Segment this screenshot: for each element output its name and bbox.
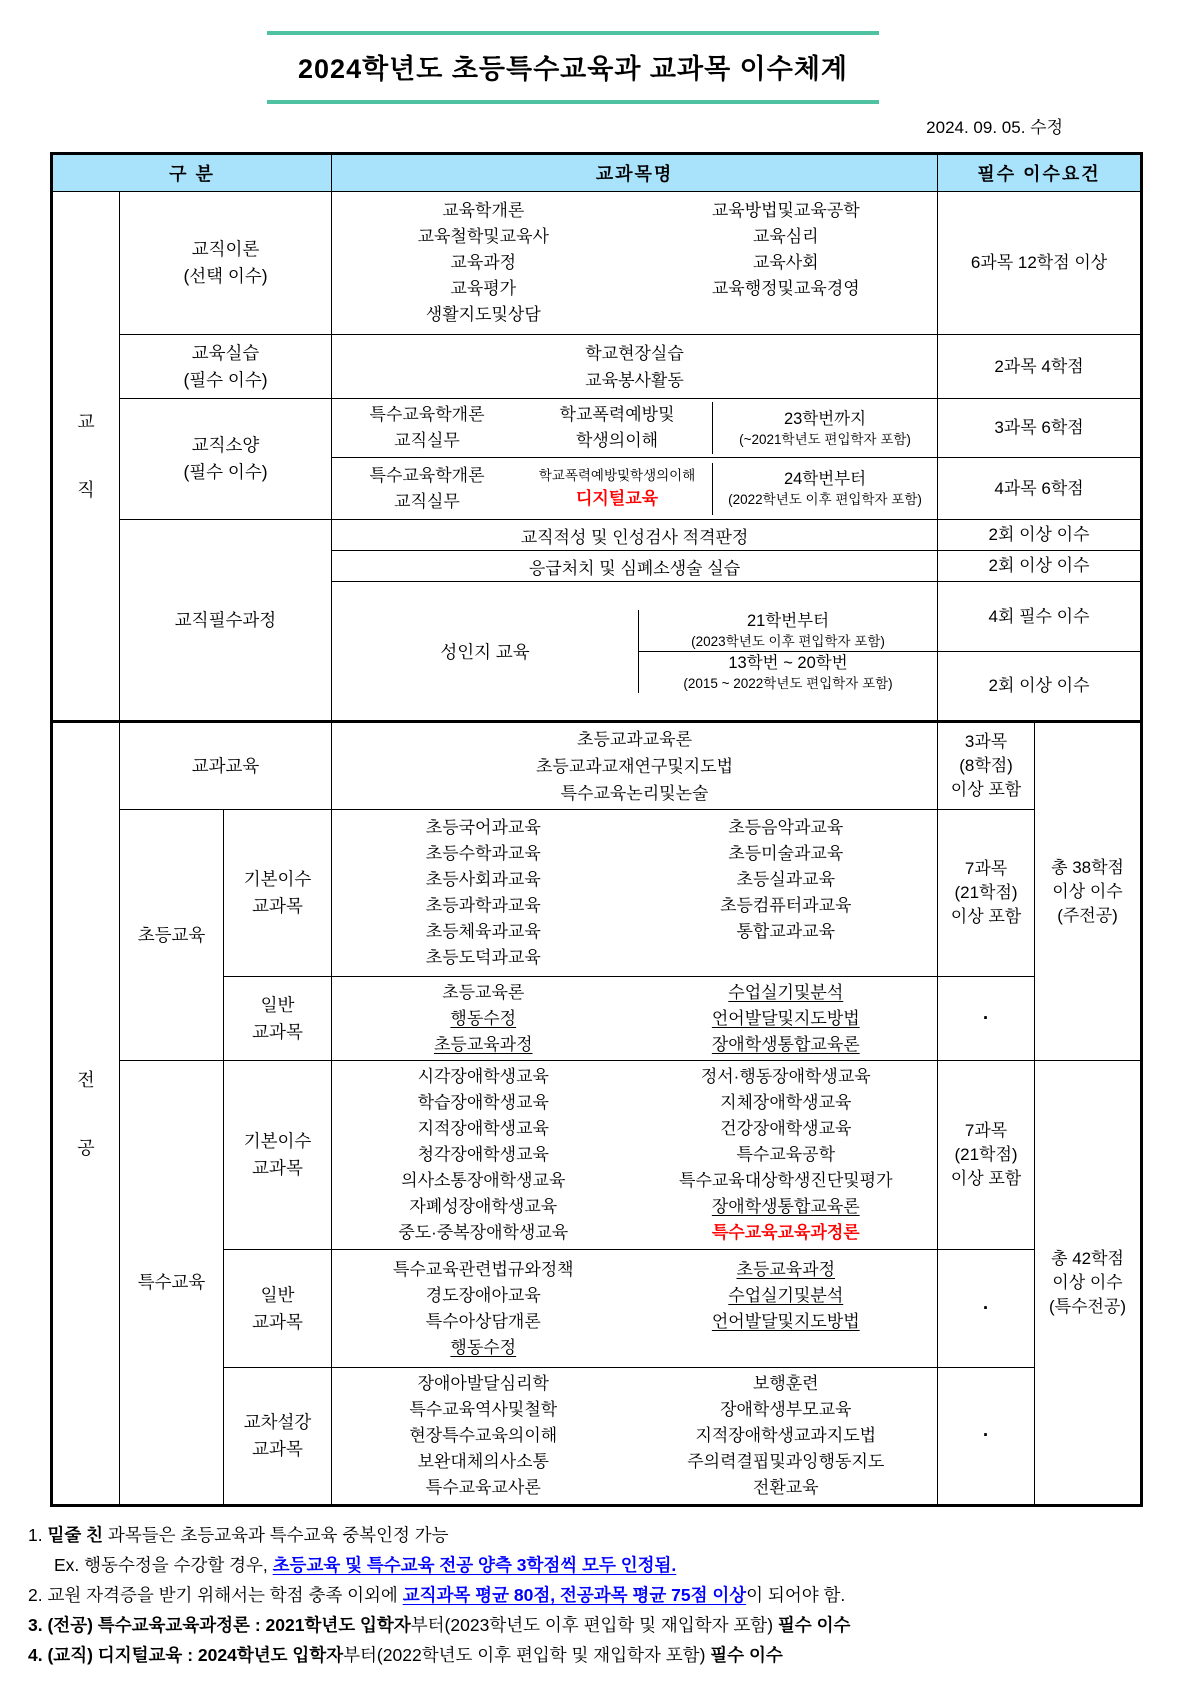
category-required-course: 교직필수과정 — [120, 520, 332, 722]
course-item: 초등수학과교육 — [425, 844, 541, 863]
course-item: 학교폭력예방및학생의이해 — [538, 467, 696, 483]
footnote-text: : — [249, 1615, 266, 1635]
course-item: 특수교육교육과정론 — [711, 1223, 860, 1242]
section-label-gyojik — [52, 192, 120, 722]
row-elementary-basic — [52, 810, 1142, 977]
footnote-4 — [28, 1640, 1190, 1670]
requirement-soyang-1: 3과목 6학점 — [938, 399, 1142, 458]
course-column-right — [635, 1257, 938, 1335]
course-item: 장애학생부모교육 — [720, 1400, 852, 1419]
footnote-bold: (교직) 디지털교육 — [47, 1645, 183, 1665]
courses-soyang-2 — [332, 458, 938, 520]
course-item: 학교현장실습 — [585, 343, 684, 363]
course-item: 초등사회과교육 — [425, 870, 541, 889]
section-label-jeongong — [52, 722, 120, 1506]
category-basic-courses — [224, 810, 332, 977]
course-item: 수업실기및분석 — [728, 982, 844, 1002]
course-item: 특수교육교사론 — [425, 1478, 541, 1497]
course-column-left — [332, 980, 635, 1058]
course-item: 행동수정 — [450, 1008, 517, 1028]
course-item: 교육철학및교육사 — [417, 227, 549, 246]
course-item: (21학점) — [954, 883, 1018, 902]
courses-practicum — [332, 335, 938, 399]
footnote-3 — [28, 1610, 1190, 1640]
section-label-char: 교 — [77, 412, 95, 432]
course-item: 이상 포함 — [950, 780, 1022, 799]
course-item: 생활지도및상담 — [425, 305, 541, 324]
requirement-cross-listed: · — [938, 1368, 1035, 1506]
course-item: 특수교육학개론 — [369, 405, 485, 424]
course-item: 언어발달및지도방법 — [711, 1008, 860, 1028]
course-item: 장애학생통합교육론 — [711, 1034, 860, 1054]
course-column-right — [635, 980, 938, 1058]
course-item: 교직실무 — [394, 491, 460, 511]
cohort-from-24 — [712, 463, 937, 515]
courses-cpr: 응급처치 및 심폐소생술 실습 — [332, 551, 938, 582]
title-block — [267, 31, 879, 104]
courses-special-basic — [332, 1061, 938, 1250]
cohort-subline: (~2021학년도 편입학자 포함) — [739, 431, 911, 447]
course-item: 특수아상담개론 — [425, 1311, 541, 1331]
courses-aptitude: 교직적성 및 인성검사 적격판정 — [332, 520, 938, 551]
course-item: 이상 포함 — [950, 907, 1022, 926]
category-cross-listed-courses — [224, 1368, 332, 1506]
course-item: 교육행정및교육경영 — [711, 279, 860, 298]
course-item: 교육봉사활동 — [585, 370, 684, 390]
header-course-name: 교과목명 — [332, 154, 938, 192]
course-item: 초등체육과교육 — [425, 922, 541, 941]
requirement-theory: 6과목 12학점 이상 — [938, 192, 1142, 335]
requirement-elementary-general: · — [938, 977, 1035, 1061]
courses-subject-education — [332, 722, 938, 810]
category-sublabel: 교과목 — [252, 1158, 303, 1178]
row-practicum — [52, 335, 1142, 399]
course-item: 초등미술과교육 — [728, 844, 844, 863]
course-item: 초등교육과정 — [433, 1034, 533, 1054]
category-basic-courses — [224, 1061, 332, 1250]
course-column-left — [332, 198, 635, 328]
course-item: 초등음악과교육 — [728, 818, 844, 837]
footnote-2 — [28, 1580, 1190, 1610]
course-column-right — [635, 1371, 938, 1501]
requirement-cpr: 2회 이상 이수 — [938, 551, 1142, 582]
footnote-1 — [28, 1520, 1190, 1550]
course-item: 초등과학과교육 — [425, 896, 541, 915]
cohort-subline: (2022학년도 이후 편입학자 포함) — [728, 492, 922, 507]
footnote-bold: 필수 이수 — [710, 1645, 783, 1665]
header-requirement: 필수 이수요건 — [938, 154, 1142, 192]
course-column-left — [332, 1257, 635, 1361]
course-item: 총 42학점 — [1051, 1248, 1124, 1268]
course-column-left — [332, 815, 635, 971]
course-item: (21학점) — [954, 1145, 1018, 1164]
course-center-list — [332, 726, 937, 807]
course-item: 초등실과교육 — [736, 870, 836, 889]
row-special-basic — [52, 1061, 1142, 1250]
course-item: 통합교과교육 — [736, 922, 836, 941]
footnote-text: 과목들은 초등교육과 특수교육 중복인정 가능 — [103, 1525, 449, 1545]
course-item: 보완대체의사소통 — [417, 1452, 549, 1471]
course-item: 교육사회 — [752, 253, 819, 272]
course-item: 초등교육론 — [442, 982, 525, 1002]
course-item: 교육심리 — [752, 227, 819, 246]
footnote-text: : — [182, 1645, 198, 1665]
course-item: 시각장애학생교육 — [417, 1067, 549, 1086]
category-general-courses — [224, 977, 332, 1061]
cohort-line: 23학번까지 — [783, 409, 867, 428]
footnote-bold: 밑줄 친 — [47, 1525, 104, 1545]
footnote-number: 4. — [28, 1645, 48, 1665]
course-item: 이상 이수 — [1052, 1272, 1123, 1292]
revision-date: 2024. 09. 05. 수정 — [926, 118, 1063, 137]
course-item: 7과목 — [964, 859, 1008, 878]
course-item-digital-education: 디지털교육 — [575, 488, 659, 508]
course-item: 초등도덕과교육 — [425, 948, 541, 967]
page-title: 2024학년도 초등특수교육과 교과목 이수체계 — [298, 54, 848, 84]
course-item: 특수교육학개론 — [369, 465, 485, 485]
requirement-special-general: · — [938, 1250, 1035, 1368]
cohort-line: 24학번부터 — [783, 470, 867, 488]
footnote-number: 3. — [28, 1615, 48, 1635]
courses-soyang-1 — [332, 399, 938, 458]
category-label: 일반 — [260, 1284, 295, 1305]
category-label: 일반 — [260, 994, 295, 1015]
footnote-number: 1. — [28, 1525, 48, 1545]
category-theory — [120, 192, 332, 335]
category-label: 교육실습 — [191, 342, 260, 363]
course-center-list — [332, 340, 937, 394]
row-aptitude — [52, 520, 1142, 551]
course-column-left — [332, 402, 522, 454]
course-item: 3과목 — [964, 732, 1008, 751]
category-sublabel: 교과목 — [252, 896, 303, 916]
course-item: 지적장애학생교과지도법 — [695, 1426, 877, 1445]
requirement-practicum: 2과목 4학점 — [938, 335, 1142, 399]
course-item: 이상 포함 — [950, 1169, 1022, 1188]
footnote-text: 부터(2023학년도 이후 편입학 및 재입학자 포함) — [410, 1615, 778, 1635]
course-item: 학습장애학생교육 — [417, 1093, 549, 1112]
course-item: 7과목 — [964, 1121, 1008, 1140]
header-row — [52, 154, 1142, 192]
requirement-gender-1: 4회 필수 이수 — [938, 582, 1142, 652]
footnote-number: 2. — [28, 1585, 48, 1605]
category-sublabel: (선택 이수) — [183, 266, 268, 286]
course-item: 정서·행동장애학생교육 — [700, 1067, 871, 1086]
footnote-bold: 2021학년도 입학자 — [265, 1615, 411, 1635]
section-label-char: 공 — [77, 1137, 95, 1158]
category-sublabel: 교과목 — [252, 1439, 303, 1459]
requirement-aptitude: 2회 이상 이수 — [938, 520, 1142, 551]
course-column-left — [332, 463, 522, 515]
gender-education-label: 성인지 교육 — [440, 641, 530, 662]
course-item: 장애학생통합교육론 — [711, 1197, 860, 1216]
course-item: 수업실기및분석 — [728, 1285, 844, 1305]
category-label: 교직소양 — [191, 435, 260, 455]
course-column-right — [522, 466, 712, 512]
course-item: 중도·중복장애학생교육 — [398, 1223, 569, 1242]
course-column-right — [635, 1064, 938, 1246]
category-general-courses — [224, 1250, 332, 1368]
category-subject-education: 교과교육 — [120, 722, 332, 810]
course-item: 특수교육역사및철학 — [409, 1400, 558, 1419]
footnote-bold: (전공) 특수교육교육과정론 — [47, 1615, 250, 1635]
cohort-from-21 — [639, 610, 937, 652]
requirement-subject-education — [938, 722, 1035, 810]
cohort-subline: (2015 ~ 2022학년도 편입학자 포함) — [683, 675, 893, 691]
footnote-highlight-blue: 교직과목 평균 80점, 전공과목 평균 75점 이상 — [402, 1585, 747, 1605]
requirement-total-major — [1035, 722, 1142, 1061]
courses-cross-listed — [332, 1368, 938, 1506]
section-label-char: 전 — [77, 1069, 95, 1090]
course-item: 특수교육공학 — [736, 1145, 836, 1164]
course-item: 교육방법및교육공학 — [711, 201, 860, 220]
course-item: 지체장애학생교육 — [720, 1093, 852, 1112]
course-column-right — [635, 815, 938, 945]
footnote-text: 이 되어야 함. — [746, 1585, 846, 1605]
footnote-text: Ex. 행동수정을 수강할 경우, — [54, 1555, 273, 1575]
course-item: (특수전공) — [1049, 1296, 1127, 1316]
course-item: 교육학개론 — [442, 201, 525, 220]
courses-special-general — [332, 1250, 938, 1368]
course-item: 주의력결핍및과잉행동지도 — [687, 1452, 885, 1471]
requirement-elementary-basic — [938, 810, 1035, 977]
section-label-char: 직 — [77, 480, 95, 500]
course-item: 교직실무 — [394, 431, 460, 450]
course-item: 교육과정 — [450, 253, 517, 272]
course-item: 초등교과교육론 — [577, 729, 692, 749]
footnote-bold: 필수 이수 — [777, 1615, 851, 1635]
footnote-bold: 2024학년도 입학자 — [197, 1645, 344, 1665]
course-item: 지적장애학생교육 — [417, 1119, 549, 1138]
row-soyang-1 — [52, 399, 1142, 458]
course-item: 보행훈련 — [752, 1374, 819, 1393]
requirement-gender-2: 2회 이상 이수 — [938, 652, 1142, 722]
course-item: 초등국어과교육 — [425, 818, 541, 837]
cohort-line: 13학번 ~ 20학번 — [728, 653, 848, 672]
course-item: 학생의이해 — [575, 431, 659, 450]
category-elementary-education: 초등교육 — [120, 810, 224, 1061]
cohort-subline: (2023학년도 이후 편입학자 포함) — [691, 633, 885, 649]
footnote-text: 부터(2022학년도 이후 편입학 및 재입학자 포함) — [343, 1645, 711, 1665]
course-item: (8학점) — [959, 756, 1013, 775]
course-item: 현장특수교육의이해 — [409, 1426, 558, 1445]
row-theory — [52, 192, 1142, 335]
course-item: 경도장애아교육 — [425, 1285, 541, 1305]
category-label: 교차설강 — [243, 1412, 312, 1432]
category-sublabel: (필수 이수) — [183, 369, 268, 390]
course-item: 특수교육대상학생진단및평가 — [679, 1171, 893, 1190]
course-item: 자폐성장애학생교육 — [409, 1197, 558, 1216]
course-item: 장애아발달심리학 — [417, 1374, 549, 1393]
curriculum-table — [50, 152, 1143, 1507]
category-practicum — [120, 335, 332, 399]
course-item: 이상 이수 — [1052, 881, 1123, 901]
course-item: 전환교육 — [752, 1478, 819, 1497]
footnote-example — [28, 1550, 1190, 1580]
course-item: 초등교육과정 — [736, 1259, 836, 1279]
course-item: 청각장애학생교육 — [417, 1145, 549, 1164]
course-item: 초등교과교재연구및지도법 — [535, 756, 734, 776]
course-item: 행동수정 — [450, 1337, 517, 1357]
category-label: 교직이론 — [191, 239, 260, 259]
course-item: 의사소통장애학생교육 — [401, 1171, 566, 1190]
course-column-right — [635, 198, 938, 302]
cohort-line: 21학번부터 — [746, 611, 830, 630]
requirement-special-basic — [938, 1061, 1035, 1250]
category-sublabel: 교과목 — [252, 1021, 303, 1042]
category-sublabel: (필수 이수) — [183, 462, 268, 482]
courses-gender-education — [332, 582, 938, 722]
course-column-left — [332, 1371, 635, 1501]
course-column-left — [332, 1064, 635, 1246]
footnotes — [28, 1520, 1190, 1670]
category-special-education: 특수교육 — [120, 1061, 224, 1506]
requirement-total-special — [1035, 1061, 1142, 1506]
footnote-text: 교원 자격증을 받기 위해서는 학점 충족 이외에 — [47, 1585, 403, 1605]
header-category: 구 분 — [52, 154, 332, 192]
category-sublabel: 교과목 — [252, 1311, 303, 1332]
course-item: 특수교육관련법규와정책 — [392, 1259, 574, 1279]
course-item: 건강장애학생교육 — [720, 1119, 852, 1138]
cohort-until-23 — [712, 402, 937, 454]
course-item: 초등컴퓨터과교육 — [720, 896, 852, 915]
course-item: 총 38학점 — [1051, 857, 1124, 877]
course-item: 언어발달및지도방법 — [711, 1311, 860, 1331]
category-soyang — [120, 399, 332, 520]
requirement-soyang-2: 4과목 6학점 — [938, 458, 1142, 520]
course-column-right — [522, 402, 712, 454]
category-label: 기본이수 — [243, 1131, 312, 1151]
row-subject-education — [52, 722, 1142, 810]
category-label: 기본이수 — [243, 869, 312, 889]
courses-elementary-general — [332, 977, 938, 1061]
courses-theory — [332, 192, 938, 335]
course-item: 교육평가 — [450, 279, 517, 298]
footnote-highlight-blue: 초등교육 및 특수교육 전공 양측 3학점씩 모두 인정됨. — [272, 1555, 677, 1575]
course-item: 특수교육논리및논술 — [560, 783, 709, 803]
cohort-13-to-20 — [639, 652, 937, 693]
course-item: (주전공) — [1057, 905, 1118, 925]
courses-elementary-basic — [332, 810, 938, 977]
course-item: 학교폭력예방및 — [559, 405, 675, 424]
